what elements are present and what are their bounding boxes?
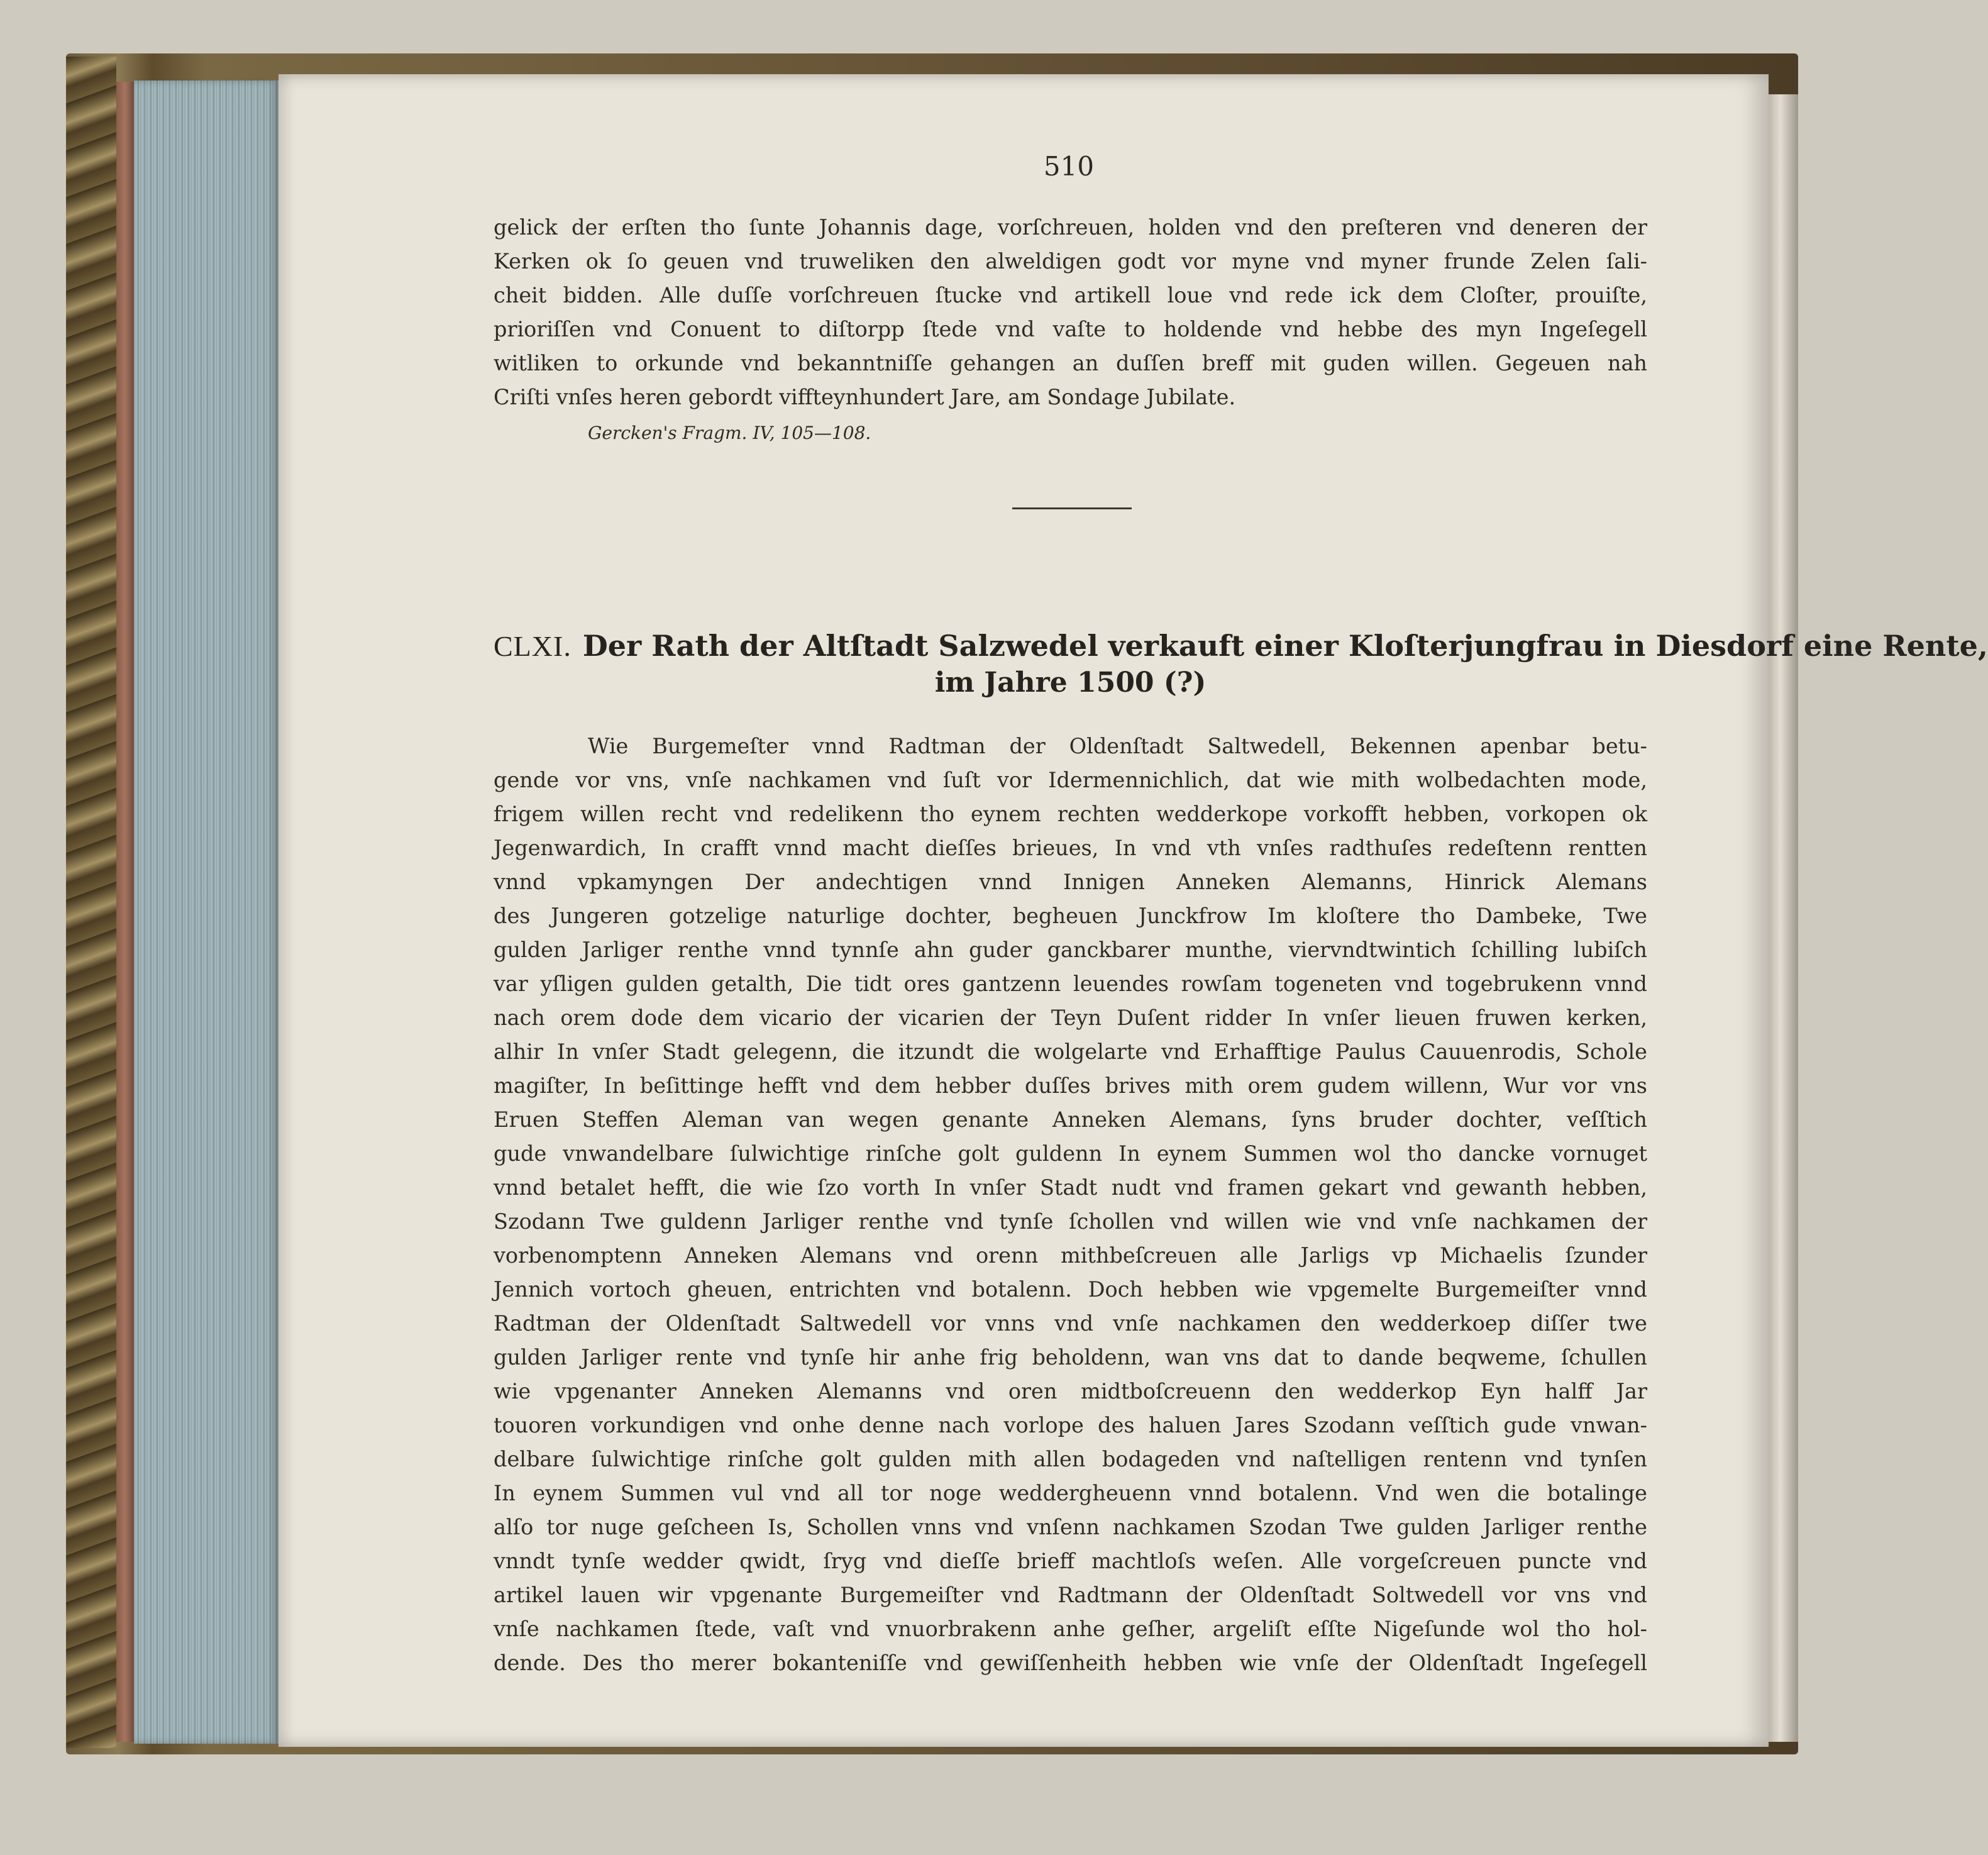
text-line: vnnd vpkamyngen Der andechtigen vnnd Innigen Anneken Alemanns, Hinrick Alemans [494, 870, 1647, 894]
section-title: Der Rath der Altſtadt Salzwedel verkauft einer Kloſterjungfrau in Diesdorf eine Rente, [582, 629, 1988, 663]
text-line: frigem willen recht vnd redelikenn tho eynem rechten wedderkope vorkofft hebben, vorkopen ok [494, 802, 1647, 826]
text-line: vnſe nachkamen ſtede, vaſt vnd vnuorbrakenn anhe geſher, argeliſt eſſte Nigeſunde wol tho hol- [494, 1617, 1647, 1641]
text-line: Szodann Twe guldenn Jarliger renthe vnd tynſe ſchollen vnd willen wie vnd vnſe nachkamen der [494, 1209, 1647, 1234]
text-line: var yſligen gulden getalth, Die tidt ores gantzenn leuendes rowſam togeneten vnd togebrukenn vnnd [494, 972, 1647, 996]
text-line: delbare ſulwichtige rinſche golt gulden mith allen bodageden vnd naſtelligen rentenn vnd tynſen [494, 1447, 1647, 1471]
text-line: gelick der erſten tho ſunte Johannis dage, vorſchreuen, holden vnd den preſteren vnd deneren der [494, 215, 1647, 240]
text-line: Radtman der Oldenſtadt Saltwedell vor vnns vnd vnſe nachkamen den wedderkoep diſſer twe [494, 1311, 1647, 1336]
intro-paragraph [494, 211, 1647, 414]
spine-binding [116, 82, 134, 1742]
text-line: prioriſſen vnd Conuent to diſtorpp ſtede vnd vaſte to holdende vnd hebbe des myn Ingeſegell [494, 317, 1647, 341]
section-divider [1012, 507, 1132, 509]
text-line: witliken to orkunde vnd bekanntniſſe gehangen an duſſen breff mit guden willen. Gegeuen nah [494, 351, 1647, 375]
page-edges [134, 80, 279, 1744]
text-line: artikel lauen wir vpgenante Burgemeiſter vnd Radtmann der Oldenſtadt Soltwedell vor vns vnd [494, 1583, 1647, 1607]
text-line: dende. Des tho merer bokanteniſſe vnd gewiſſenheith hebben wie vnſe der Oldenſtadt Ingeſegell [494, 1651, 1647, 1675]
page-number: 510 [1043, 151, 1095, 182]
text-line: Eruen Steffen Aleman van wegen genante Anneken Alemans, ſyns bruder dochter, veſſtich [494, 1107, 1647, 1132]
text-line: Wie Burgemeſter vnnd Radtman der Oldenſtadt Saltwedell, Bekennen apenbar betu- [588, 734, 1647, 758]
text-line: alhir In vnſer Stadt gelegenn, die itzundt die wolgelarte vnd Erhafftige Paulus Cauuenrodis, Schole [494, 1039, 1647, 1064]
text-line: des Jungeren gotzelige naturlige dochter, begheuen Junckfrow Im kloſtere tho Dambeke, Twe [494, 904, 1647, 928]
text-line: gulden Jarliger rente vnd tynſe hir anhe frig beholdenn, wan vns dat to dande beqweme, ſchullen [494, 1345, 1647, 1370]
section-number: CLXI. [494, 630, 572, 662]
text-line: nach orem dode dem vicario der vicarien der Teyn Duſent ridder In vnſer lieuen fruwen kerken, [494, 1005, 1647, 1030]
body-paragraph [494, 729, 1647, 1680]
text-line: touoren vorkundigen vnd onhe denne nach vorlope des haluen Jares Szodann veſſtich gude vnwan- [494, 1413, 1647, 1437]
text-line: Kerken ok ſo geuen vnd truweliken den alweldigen godt vor myne vnd myner frunde Zelen ſali- [494, 249, 1647, 274]
section-title-line2: im Jahre 1500 (?) [934, 667, 1207, 699]
text-line: wie vpgenanter Anneken Alemanns vnd oren midtboſcreuenn den wedderkop Eyn halff Jar [494, 1379, 1647, 1404]
facing-page-edge [1769, 94, 1798, 1742]
text-line: alſo tor nuge geſcheen Is, Schollen vnns vnd vnſenn nachkamen Szodan Twe gulden Jarliger renthe [494, 1515, 1647, 1539]
section-heading [494, 629, 1988, 663]
text-line: magiſter, In beſittinge hefft vnd dem hebber duſſes brives mith orem gudem willenn, Wur vor vns [494, 1073, 1647, 1098]
text-line: vorbenomptenn Anneken Alemans vnd orenn mithbeſcreuen alle Jarligs vp Michaelis ſzunder [494, 1243, 1647, 1268]
text-line: gulden Jarliger renthe vnnd tynnſe ahn guder ganckbarer munthe, viervndtwintich ſchilling lubiſch [494, 938, 1647, 962]
text-line: gende vor vns, vnſe nachkamen vnd ſuſt vor Idermennichlich, dat wie mith wolbedachten mode, [494, 768, 1647, 792]
text-line: Criſti vnſes heren gebordt viffteynhundert Jare, am Sondage Jubilate. [494, 385, 1236, 409]
text-line: vnnd betalet hefft, die wie ſzo vorth In vnſer Stadt nudt vnd framen gekart vnd gewanth hebben, [494, 1175, 1647, 1200]
text-line: Jennich vortoch gheuen, entrichten vnd botalenn. Doch hebben wie vpgemelte Burgemeiſter vnnd [494, 1277, 1647, 1302]
marbled-board [66, 57, 116, 1748]
text-line: vnndt tynſe wedder qwidt, ſryg vnd dieſſe brieff machtloſs weſen. Alle vorgeſcreuen puncte vnd [494, 1549, 1647, 1573]
text-line: In eynem Summen vul vnd all tor noge weddergheuenn vnnd botalenn. Vnd wen die botalinge [494, 1481, 1647, 1505]
text-line: gude vnwandelbare ſulwichtige rinſche golt guldenn In eynem Summen wol tho dancke vornuget [494, 1141, 1647, 1166]
text-line: Jegenwardich, In crafft vnnd macht dieſſes brieues, In vnd vth vnſes radthuſes redeſtenn rentten [494, 836, 1647, 860]
source-note: Gercken's Fragm. IV, 105—108. [588, 423, 871, 443]
text-line: cheit bidden. Alle duſſe vorſchreuen ſtucke vnd artikell loue vnd rede ick dem Cloſter, prouiſte, [494, 283, 1647, 307]
